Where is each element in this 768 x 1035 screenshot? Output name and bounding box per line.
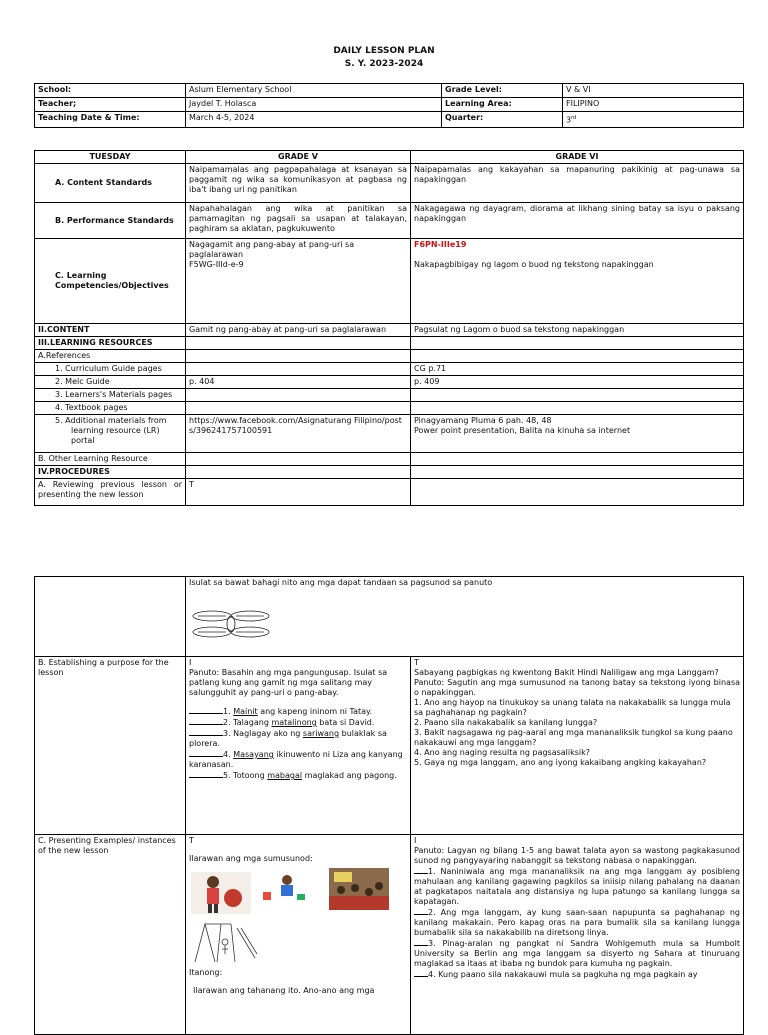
- child-playing-picture: [257, 872, 309, 904]
- ref-textbook-label: 4. Textbook pages: [35, 402, 186, 415]
- ordering-item: 3. Pinag-aralan ng pangkat ni Sandra Wohlgemuth mula sa Humbolt University sa Berlin ang mga langgam sa disyerto ng Sahara at tinuruang maglakad sa itaas at ibaba ng bundok para kumuha ng pagkain.: [414, 939, 741, 968]
- quarter-number: 3: [566, 115, 572, 125]
- school-year: S. Y. 2023-2024: [344, 59, 424, 69]
- teaching-date-value: March 4-5, 2024: [186, 112, 442, 128]
- ref-additional-materials-grade-vi-line1: Pinagyamang Pluma 6 pah. 48, 48: [414, 416, 552, 425]
- presenting-examples-grade-v: [186, 835, 411, 1035]
- instructions-row-grade-v: [186, 577, 744, 657]
- ordering-item: 2. Ang mga langgam, ay kung saan-saan napupunta sa paghahanap ng kanilang makakain. Pero kapag oras na para bumalik sila sa kanilang lungga bumabalik sila sa nakakabilib na diretsong linya.: [414, 908, 741, 937]
- fill-in-item: 1. Mainit ang kapeng ininom ni Tatay.: [189, 706, 407, 717]
- other-resources-label: B. Other Learning Resource: [35, 453, 186, 466]
- answer-blank[interactable]: [414, 938, 428, 946]
- purpose-grade-v-items: [189, 706, 407, 781]
- purpose-grade-vi-mode: T: [414, 658, 419, 667]
- underlined-word: Masayang: [233, 750, 274, 759]
- presenting-examples-grade-vi: [411, 835, 744, 1035]
- reviewing-lesson-grade-v: T: [186, 479, 411, 506]
- info-table: [34, 83, 744, 128]
- underlined-word: Mainit: [233, 707, 258, 716]
- underlined-word: mabagal: [267, 771, 303, 780]
- content-grade-v: Gamit ng pang-abay at pang-uri sa paglalarawan: [186, 324, 411, 337]
- ordering-item: 4. Kung paano sila nakakauwi mula sa pagkuha ng mga pagkain ay: [414, 969, 740, 980]
- competencies-grade-v: [186, 239, 411, 324]
- ref-additional-materials-label: [35, 415, 186, 453]
- lesson-plan-table-continued: [34, 576, 744, 1035]
- question-item: 1. Ano ang hayop na tinukukoy sa unang talata na nakakabalik sa lungga mula sa paghahanap ng pagkain?: [414, 698, 731, 717]
- learning-area-value: FILIPINO: [563, 98, 744, 112]
- question-item: 3. Bakit nagsagawa ng pag-aaral ang mga mananaliksik tungkol sa kung paano nakakauwi ang mga langgam?: [414, 728, 733, 747]
- document-title: DAILY LESSON PLAN: [333, 46, 435, 56]
- playground-drawing: [191, 918, 259, 964]
- establishing-purpose-grade-v: [186, 657, 411, 835]
- column-header-grade-v: GRADE V: [186, 151, 411, 164]
- ref-additional-materials-line1: 5. Additional materials from: [55, 416, 167, 425]
- grade-level-label: Grade Level:: [442, 84, 563, 98]
- presenting-grade-v-ask: Itanong:: [189, 968, 223, 977]
- fill-in-item: 3. Naglagay ako ng sariwang bulaklak sa plorera.: [189, 729, 387, 748]
- quarter-label: Quarter:: [442, 112, 563, 128]
- performance-standards-grade-vi: Nakagagawa ng dayagram, diorama at likhang sining batay sa isyu o paksang napakinggan: [411, 203, 744, 239]
- fill-in-item: 4. Masayang ikinuwento ni Liza ang kanyang karanasan.: [189, 750, 403, 769]
- competencies-label: C. Learning Competencies/Objectives: [35, 239, 186, 324]
- column-header-grade-vi: GRADE VI: [411, 151, 744, 164]
- competencies-grade-vi-code: F6PN-IIIe19: [414, 240, 467, 249]
- presenting-grade-vi-instructions: Panuto: Lagyan ng bilang 1-5 ang bawat talata ayon sa wastong pagkakasunod sunod ng pangyayaring nabanggit sa tekstong nabasa o napakinggan.: [414, 846, 741, 865]
- answer-blank[interactable]: [189, 717, 223, 725]
- teacher-label: Teacher;: [35, 98, 186, 112]
- learning-resources-label: III.LEARNING RESOURCES: [35, 337, 186, 350]
- answer-blank[interactable]: [189, 728, 223, 736]
- ref-curriculum-guide-grade-vi: CG p.71: [411, 363, 744, 376]
- performance-standards-grade-v: Napahahalagan ang wika at panitikan sa pamamagitan ng pagsali sa usapan at talakayan, paghiram sa aklatan, pagkukuwento: [186, 203, 411, 239]
- grade-level-value: V & VI: [563, 84, 744, 98]
- establishing-purpose-grade-vi: [411, 657, 744, 835]
- teacher-value: Jaydel T. Holasca: [186, 98, 442, 112]
- picture-gallery: [189, 864, 407, 968]
- ref-additional-materials-line2: learning resource (LR) portal: [71, 426, 160, 445]
- question-item: 5. Gaya ng mga langgam, ano ang iyong kakaibang angking kakayahan?: [414, 758, 707, 767]
- lesson-plan-table: [34, 150, 744, 506]
- content-grade-vi: Pagsulat ng Lagom o buod sa tekstong napakinggan: [411, 324, 744, 337]
- ref-additional-materials-link[interactable]: https://www.facebook.com/Asignaturang Filipino/posts/396241757100591: [186, 415, 411, 453]
- answer-blank[interactable]: [414, 866, 428, 874]
- performance-standards-label: B. Performance Standards: [35, 203, 186, 239]
- content-standards-label: A. Content Standards: [35, 164, 186, 203]
- competencies-grade-vi-text: Nakapagbibigay ng lagom o buod ng tekstong napakinggan: [414, 260, 654, 269]
- presenting-grade-vi-mode: I: [414, 836, 417, 845]
- content-standards-grade-v: Naipamamalas ang pagpapahalaga at ksanayan sa paggamit ng wika sa komunikasyon at pagbasa ng iba't ibang uri ng panitikan: [186, 164, 411, 203]
- ref-learners-materials-label: 3. Learners's Materials pages: [35, 389, 186, 402]
- answer-blank[interactable]: [189, 706, 223, 714]
- school-label: School:: [35, 84, 186, 98]
- quarter-suffix: rd: [571, 115, 577, 121]
- purpose-grade-vi-questions: [414, 698, 740, 768]
- quarter-value: [563, 112, 744, 128]
- ordering-item: 1. Naniniwala ang mga mananaliksik na ang mga langgam ay posibleng mahulaan ang kanilang gagawing pagkilos sa iniisip nilang pahalang na daanan at pagkatapos naitatala ang distansiya ng lupa patungo sa kanilang lungga sa kapatagan.: [414, 867, 741, 906]
- purpose-grade-vi-title: Sabayang pagbigkas ng kwentong Bakit Hindi Naliligaw ang mga Langgam?: [414, 668, 719, 677]
- purpose-grade-v-mode: I: [189, 658, 192, 667]
- ref-melc-guide-grade-v: p. 404: [186, 376, 411, 389]
- instructions-row-text: Isulat sa bawat bahagi nito ang mga dapat tandaan sa pagsunod sa panuto: [189, 578, 493, 587]
- competencies-grade-v-text: Nagagamit ang pang-abay at pang-uri sa paglalarawan: [189, 240, 355, 259]
- question-item: 4. Ano ang naging resulta ng pagsasaliksik?: [414, 748, 591, 757]
- fill-in-item: 2. Talagang matalinong bata si David.: [189, 717, 407, 728]
- ref-curriculum-guide-label: 1. Curriculum Guide pages: [35, 363, 186, 376]
- ref-additional-materials-grade-vi: [411, 415, 744, 453]
- presenting-grade-v-mode: T: [189, 836, 194, 845]
- answer-blank[interactable]: [189, 749, 223, 757]
- ref-melc-guide-label: 2. Melc Guide: [35, 376, 186, 389]
- learning-area-label: Learning Area:: [442, 98, 563, 112]
- content-standards-grade-vi: Naipapamalas ang kakayahan sa mapanuring pakikinig at pag-unawa sa napakinggan: [411, 164, 744, 203]
- dragonfly-illustration: [190, 604, 272, 644]
- question-item: 2. Paano sila nakakabalik sa kanilang lungga?: [414, 718, 598, 727]
- answer-blank[interactable]: [189, 770, 223, 778]
- procedures-label: IV.PROCEDURES: [35, 466, 186, 479]
- presenting-grade-vi-items: [414, 866, 740, 980]
- references-label: A.References: [35, 350, 186, 363]
- column-header-day: TUESDAY: [35, 151, 186, 164]
- teaching-date-label: Teaching Date & Time:: [35, 112, 186, 128]
- competencies-grade-v-code: F5WG-IIId-e-9: [189, 260, 244, 269]
- purpose-grade-vi-instructions: Panuto: Sagutin ang mga sumusunod na tanong batay sa tekstong iyong binasa o napakinggan.: [414, 678, 741, 697]
- presenting-examples-label: C. Presenting Examples/ instances of the new lesson: [35, 835, 186, 1035]
- answer-blank[interactable]: [414, 907, 428, 915]
- underlined-word: matalinong: [271, 718, 317, 727]
- school-value: Aslum Elementary School: [186, 84, 442, 98]
- presenting-grade-v-question: Ilarawan ang tahanang ito. Ano-ano ang mga: [193, 986, 375, 995]
- content-label: II.CONTENT: [35, 324, 186, 337]
- underlined-word: sariwang: [302, 729, 340, 738]
- reviewing-lesson-label: A. Reviewing previous lesson or presenting the new lesson: [35, 479, 186, 506]
- purpose-grade-v-instructions: Panuto: Basahin ang mga pangungusap. Isulat sa patlang kung ang gamit ng mga salitang may salungguhit ay pang-uri o pang-abay.: [189, 668, 388, 697]
- ref-melc-guide-grade-vi: p. 409: [411, 376, 744, 389]
- classroom-picture: [329, 868, 389, 910]
- presenting-grade-v-instructions: Ilarawan ang mga sumusunod:: [189, 854, 313, 863]
- competencies-grade-vi: [411, 239, 744, 324]
- fill-in-item: 5. Totoong mabagal maglakad ang pagong.: [189, 770, 407, 781]
- girl-with-ball-picture: [191, 872, 251, 914]
- establishing-purpose-label: B. Establishing a purpose for the lesson: [35, 657, 186, 835]
- ref-additional-materials-grade-vi-line2: Power point presentation, Balita na kinuha sa internet: [414, 426, 631, 435]
- answer-blank[interactable]: [414, 969, 428, 977]
